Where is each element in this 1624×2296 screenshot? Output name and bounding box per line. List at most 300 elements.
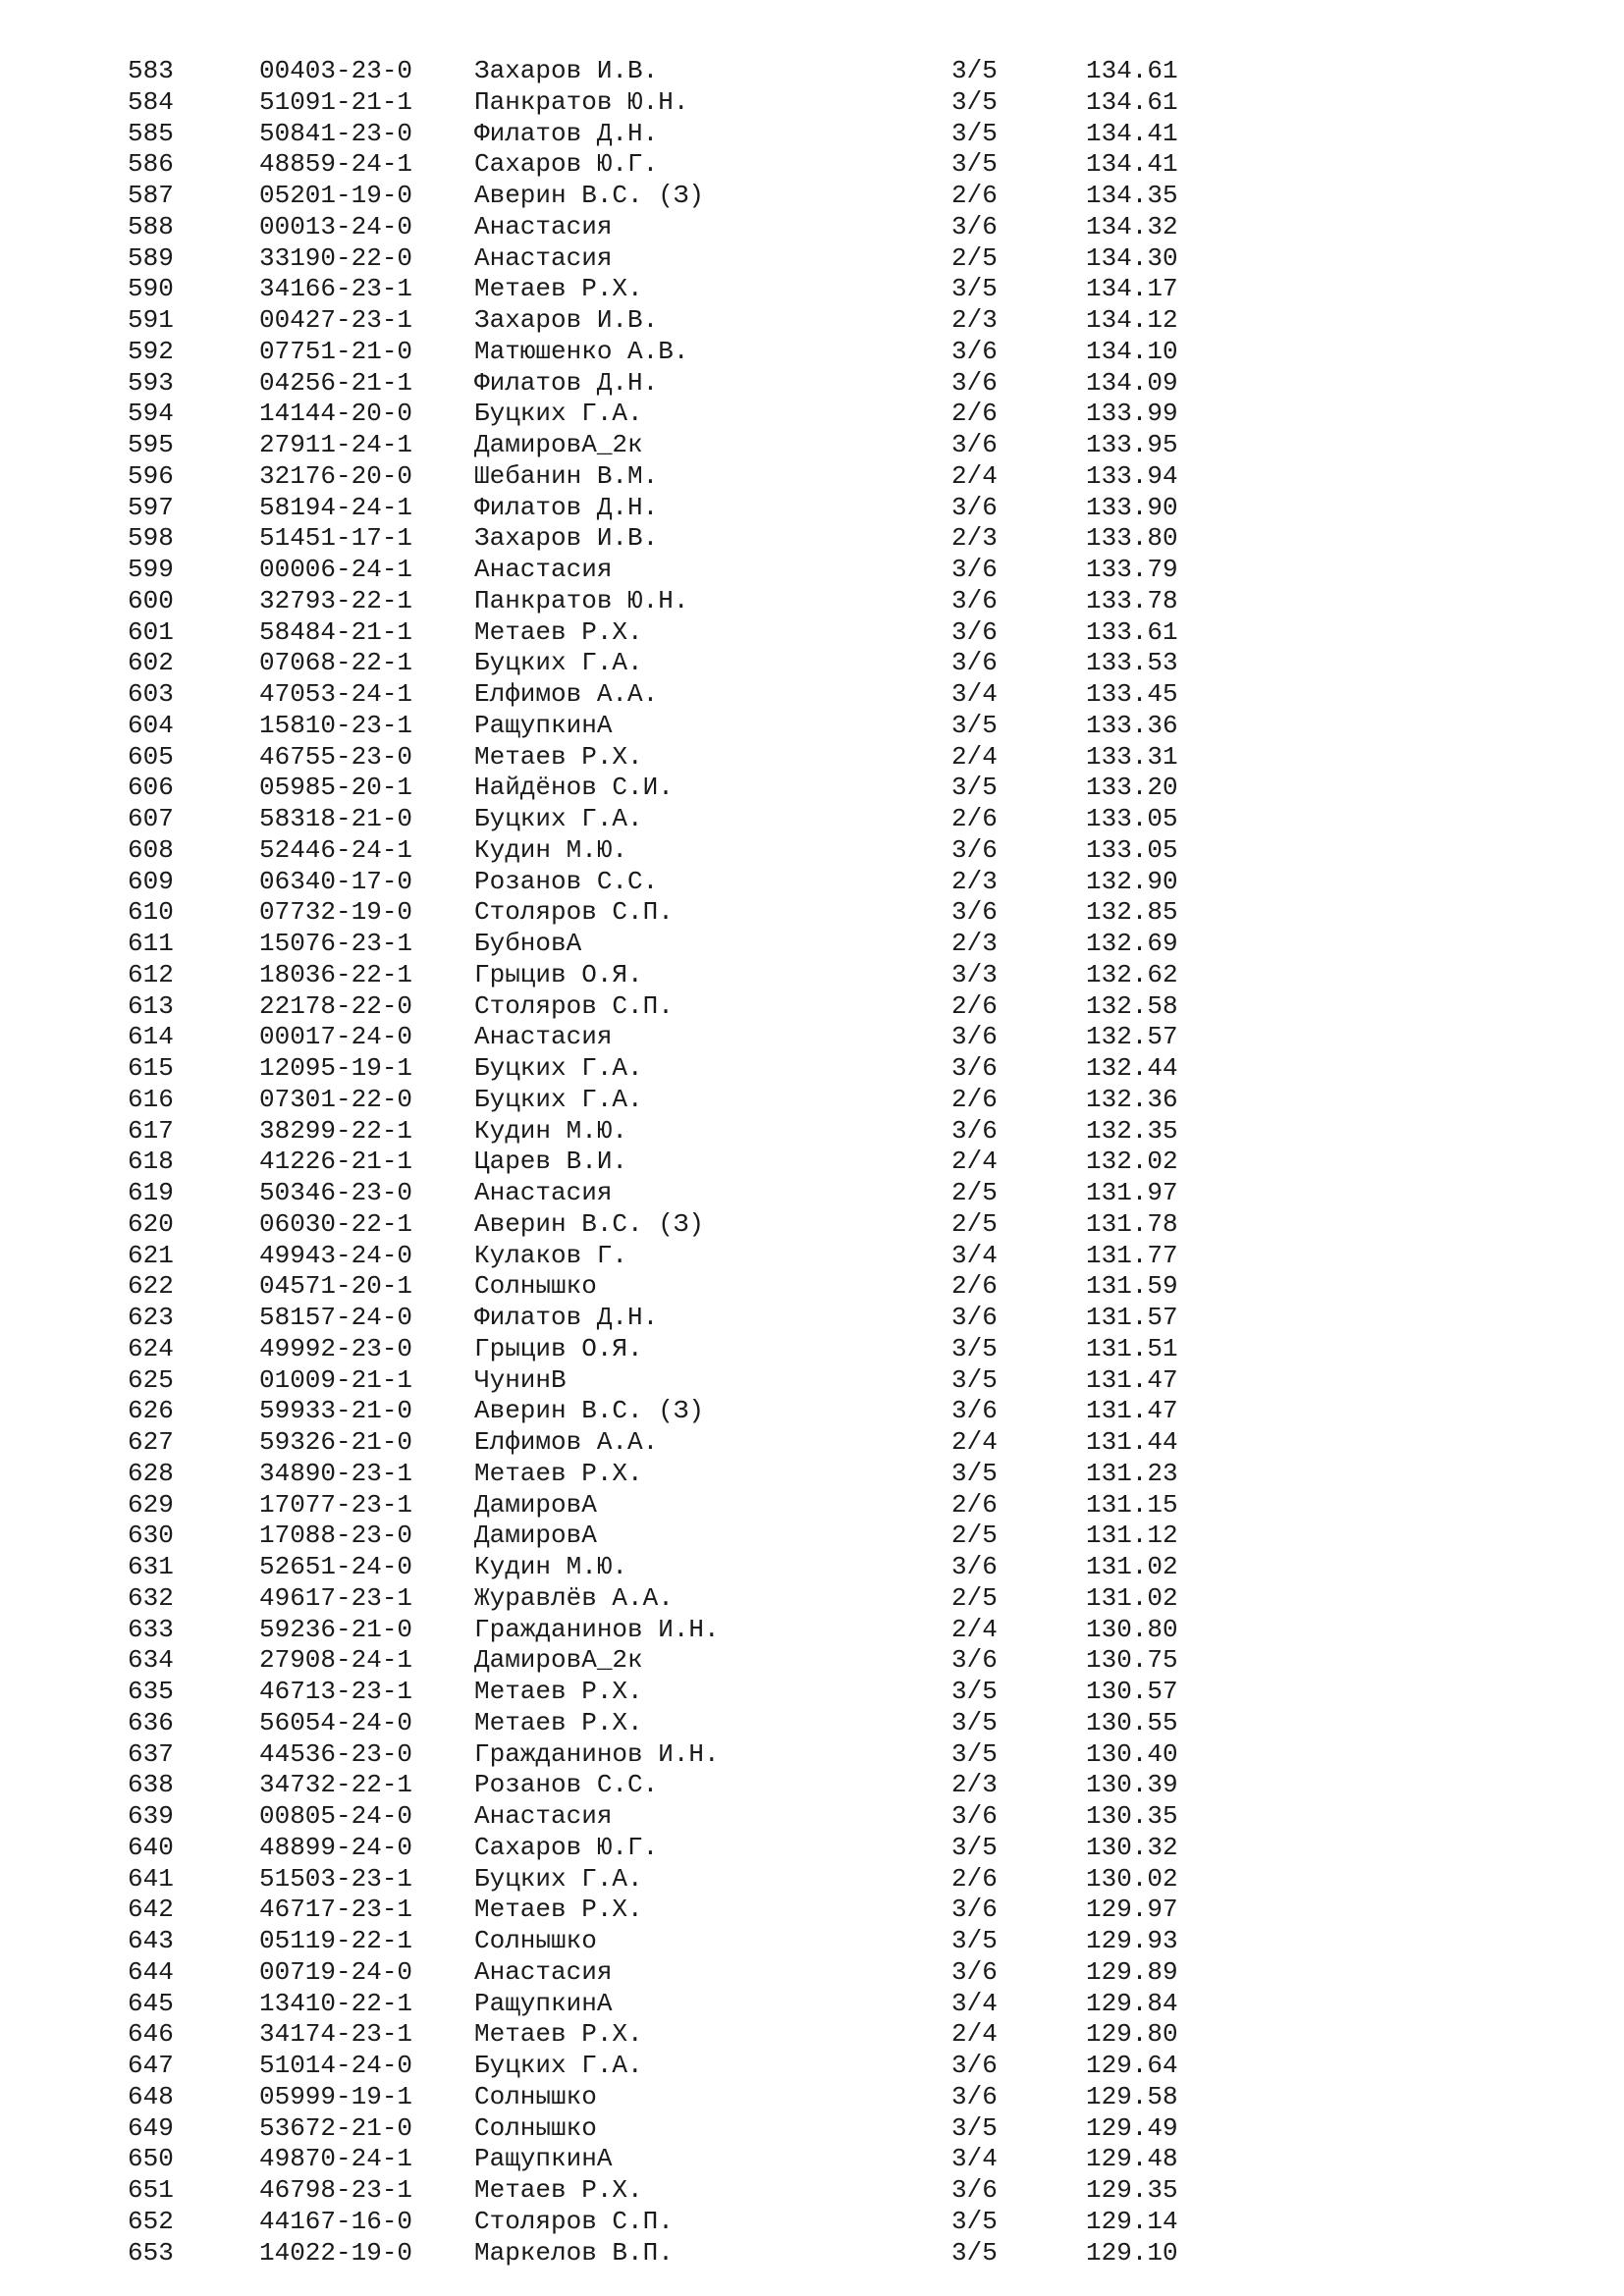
score-value: 132.85 <box>1086 897 1178 928</box>
score-value: 129.89 <box>1086 1956 1178 1987</box>
owner-name: Столяров С.П. <box>474 897 674 928</box>
score-value: 133.36 <box>1086 710 1178 740</box>
rank-number: 611 <box>128 929 174 958</box>
rank-number: 600 <box>128 585 174 615</box>
rank-number: 629 <box>128 1489 174 1520</box>
rank-number: 651 <box>128 2175 174 2205</box>
list-item <box>0 1396 1624 1427</box>
list-item <box>0 1739 1624 1771</box>
rank-number: 591 <box>128 305 174 335</box>
ratio-value: 3/4 <box>951 679 998 709</box>
list-item <box>0 243 1624 275</box>
ratio-value: 3/6 <box>951 430 998 459</box>
list-item <box>0 1147 1624 1178</box>
entry-code: 50841-23-0 <box>259 118 413 148</box>
list-item <box>0 773 1624 804</box>
ratio-value: 2/3 <box>951 523 998 554</box>
owner-name: Кудин М.Ю. <box>474 834 628 865</box>
list-item <box>0 1708 1624 1739</box>
rank-number: 616 <box>128 1084 174 1114</box>
score-value: 130.80 <box>1086 1614 1178 1644</box>
list-item <box>0 1957 1624 1989</box>
rank-number: 597 <box>128 492 174 522</box>
list-item <box>0 960 1624 991</box>
owner-name: Солнышко <box>474 2081 597 2111</box>
owner-name: Захаров И.В. <box>474 305 659 335</box>
list-item <box>0 867 1624 898</box>
score-value: 130.57 <box>1086 1677 1178 1706</box>
entry-code: 34174-23-1 <box>259 2019 413 2050</box>
ratio-value: 2/3 <box>951 305 998 335</box>
owner-name: Аверин В.С. (З) <box>474 1396 705 1426</box>
entry-code: 05985-20-1 <box>259 773 413 803</box>
list-item <box>0 1801 1624 1833</box>
ratio-value: 2/6 <box>951 399 998 429</box>
score-value: 129.80 <box>1086 2019 1178 2050</box>
rank-number: 614 <box>128 1022 174 1052</box>
entry-code: 07732-19-0 <box>259 897 413 928</box>
list-item <box>0 87 1624 119</box>
owner-name: Метаев Р.Х. <box>474 2019 643 2050</box>
owner-name: Найдёнов С.И. <box>474 773 674 803</box>
entry-code: 51014-24-0 <box>259 2051 413 2080</box>
ratio-value: 3/5 <box>951 274 998 304</box>
rank-number: 649 <box>128 2112 174 2143</box>
score-value: 134.41 <box>1086 149 1178 180</box>
owner-name: Столяров С.П. <box>474 990 674 1021</box>
rank-number: 647 <box>128 2051 174 2080</box>
owner-name: Сахаров Ю.Г. <box>474 1832 659 1862</box>
entry-code: 34890-23-1 <box>259 1458 413 1488</box>
owner-name: Грыцив О.Я. <box>474 1333 643 1363</box>
entry-code: 47053-24-1 <box>259 679 413 709</box>
entry-code: 00013-24-0 <box>259 211 413 241</box>
rank-number: 635 <box>128 1677 174 1706</box>
owner-name: Солнышко <box>474 1926 597 1955</box>
owner-name: Буцких Г.А. <box>474 804 643 833</box>
list-item <box>0 1833 1624 1864</box>
rank-number: 609 <box>128 866 174 896</box>
ratio-value: 2/6 <box>951 1271 998 1302</box>
owner-name: Анастасия <box>474 1956 613 1987</box>
score-value: 133.79 <box>1086 555 1178 584</box>
ratio-value: 3/5 <box>951 2112 998 2143</box>
entry-code: 04571-20-1 <box>259 1271 413 1302</box>
entry-code: 52651-24-0 <box>259 1552 413 1581</box>
score-value: 131.57 <box>1086 1303 1178 1332</box>
entry-code: 46798-23-1 <box>259 2175 413 2205</box>
ratio-value: 3/6 <box>951 1895 998 1925</box>
rank-number: 594 <box>128 399 174 429</box>
list-item <box>0 1926 1624 1957</box>
ratio-value: 2/3 <box>951 1770 998 1800</box>
score-value: 134.32 <box>1086 211 1178 241</box>
entry-code: 07751-21-0 <box>259 336 413 366</box>
ratio-value: 2/4 <box>951 741 998 772</box>
ratio-value: 2/6 <box>951 1489 998 1520</box>
rank-number: 621 <box>128 1240 174 1270</box>
list-item <box>0 1459 1624 1490</box>
ratio-value: 3/5 <box>951 1458 998 1488</box>
ranking-list <box>0 56 1624 2269</box>
rank-number: 641 <box>128 1863 174 1894</box>
list-item <box>0 2175 1624 2207</box>
entry-code: 48899-24-0 <box>259 1832 413 1862</box>
entry-code: 14144-20-0 <box>259 399 413 429</box>
ratio-value: 3/6 <box>951 211 998 241</box>
rank-number: 589 <box>128 242 174 273</box>
score-value: 132.35 <box>1086 1115 1178 1146</box>
entry-code: 01009-21-1 <box>259 1364 413 1395</box>
ratio-value: 3/5 <box>951 2206 998 2236</box>
list-item <box>0 337 1624 368</box>
score-value: 132.02 <box>1086 1147 1178 1177</box>
ratio-value: 2/4 <box>951 1427 998 1457</box>
ratio-value: 3/6 <box>951 555 998 584</box>
entry-code: 52446-24-1 <box>259 834 413 865</box>
rank-number: 642 <box>128 1895 174 1925</box>
ratio-value: 2/6 <box>951 990 998 1021</box>
score-value: 132.36 <box>1086 1084 1178 1114</box>
owner-name: Кулаков Г. <box>474 1240 628 1270</box>
score-value: 131.47 <box>1086 1364 1178 1395</box>
rank-number: 623 <box>128 1303 174 1332</box>
score-value: 134.12 <box>1086 305 1178 335</box>
ratio-value: 3/6 <box>951 336 998 366</box>
ratio-value: 3/5 <box>951 1364 998 1395</box>
rank-number: 588 <box>128 211 174 241</box>
score-value: 134.17 <box>1086 274 1178 304</box>
list-item <box>0 1427 1624 1459</box>
list-item <box>0 274 1624 305</box>
owner-name: Филатов Д.Н. <box>474 367 659 398</box>
score-value: 130.75 <box>1086 1645 1178 1676</box>
entry-code: 59236-21-0 <box>259 1614 413 1644</box>
ratio-value: 3/6 <box>951 1801 998 1831</box>
entry-code: 59326-21-0 <box>259 1427 413 1457</box>
owner-name: Кудин М.Ю. <box>474 1115 628 1146</box>
list-item <box>0 2051 1624 2082</box>
owner-name: Буцких Г.А. <box>474 648 643 678</box>
list-item <box>0 1490 1624 1522</box>
score-value: 132.69 <box>1086 929 1178 958</box>
owner-name: Метаев Р.Х. <box>474 274 643 304</box>
ratio-value: 3/6 <box>951 1053 998 1083</box>
owner-name: Филатов Д.Н. <box>474 1303 659 1332</box>
score-value: 129.58 <box>1086 2081 1178 2111</box>
owner-name: Анастасия <box>474 555 613 584</box>
rank-number: 636 <box>128 1707 174 1737</box>
list-item <box>0 119 1624 150</box>
rank-number: 622 <box>128 1271 174 1302</box>
entry-code: 00719-24-0 <box>259 1956 413 1987</box>
owner-name: Захаров И.В. <box>474 523 659 554</box>
score-value: 133.45 <box>1086 679 1178 709</box>
owner-name: Грыцив О.Я. <box>474 959 643 989</box>
score-value: 131.47 <box>1086 1396 1178 1426</box>
list-item <box>0 305 1624 337</box>
list-item <box>0 617 1624 649</box>
ratio-value: 3/6 <box>951 492 998 522</box>
score-value: 131.97 <box>1086 1178 1178 1207</box>
entry-code: 58318-21-0 <box>259 804 413 833</box>
ratio-value: 3/6 <box>951 585 998 615</box>
owner-name: ДамировА <box>474 1489 597 1520</box>
list-item <box>0 461 1624 493</box>
list-item <box>0 835 1624 867</box>
list-item <box>0 1895 1624 1926</box>
score-value: 130.35 <box>1086 1801 1178 1831</box>
ratio-value: 3/6 <box>951 367 998 398</box>
entry-code: 51091-21-1 <box>259 86 413 117</box>
list-item <box>0 149 1624 181</box>
ratio-value: 2/4 <box>951 2019 998 2050</box>
owner-name: ДамировА_2к <box>474 430 643 459</box>
entry-code: 58194-24-1 <box>259 492 413 522</box>
list-item <box>0 2207 1624 2238</box>
list-item <box>0 711 1624 742</box>
list-item <box>0 1864 1624 1896</box>
entry-code: 50346-23-0 <box>259 1178 413 1207</box>
owner-name: Матюшенко А.В. <box>474 336 689 366</box>
score-value: 134.61 <box>1086 86 1178 117</box>
owner-name: Буцких Г.А. <box>474 399 643 429</box>
list-item <box>0 648 1624 679</box>
score-value: 134.30 <box>1086 242 1178 273</box>
list-item <box>0 1770 1624 1801</box>
entry-code: 38299-22-1 <box>259 1115 413 1146</box>
rank-number: 631 <box>128 1552 174 1581</box>
score-value: 134.41 <box>1086 118 1178 148</box>
rank-number: 638 <box>128 1770 174 1800</box>
owner-name: Кудин М.Ю. <box>474 1552 628 1581</box>
rank-number: 593 <box>128 367 174 398</box>
owner-name: Захаров И.В. <box>474 56 659 85</box>
entry-code: 32793-22-1 <box>259 585 413 615</box>
ratio-value: 2/3 <box>951 866 998 896</box>
rank-number: 599 <box>128 555 174 584</box>
score-value: 133.05 <box>1086 834 1178 865</box>
ratio-value: 3/5 <box>951 118 998 148</box>
score-value: 131.02 <box>1086 1552 1178 1581</box>
score-value: 129.49 <box>1086 2112 1178 2143</box>
owner-name: Буцких Г.А. <box>474 2051 643 2080</box>
score-value: 133.80 <box>1086 523 1178 554</box>
rank-number: 646 <box>128 2019 174 2050</box>
rank-number: 601 <box>128 616 174 647</box>
ratio-value: 3/5 <box>951 1333 998 1363</box>
score-value: 132.44 <box>1086 1053 1178 1083</box>
ratio-value: 3/6 <box>951 2081 998 2111</box>
owner-name: Аверин В.С. (З) <box>474 1208 705 1239</box>
entry-code: 58484-21-1 <box>259 616 413 647</box>
list-item <box>0 2144 1624 2175</box>
owner-name: Метаев Р.Х. <box>474 616 643 647</box>
rank-number: 608 <box>128 834 174 865</box>
ratio-value: 3/3 <box>951 959 998 989</box>
score-value: 133.94 <box>1086 460 1178 491</box>
score-value: 131.15 <box>1086 1489 1178 1520</box>
owner-name: Панкратов Ю.Н. <box>474 86 689 117</box>
rank-number: 633 <box>128 1614 174 1644</box>
entry-code: 44167-16-0 <box>259 2206 413 2236</box>
ratio-value: 3/6 <box>951 2175 998 2205</box>
score-value: 132.62 <box>1086 959 1178 989</box>
rank-number: 645 <box>128 1988 174 2018</box>
score-value: 134.61 <box>1086 56 1178 85</box>
rank-number: 634 <box>128 1645 174 1676</box>
ratio-value: 3/6 <box>951 1645 998 1676</box>
owner-name: РащупкинА <box>474 710 613 740</box>
ratio-value: 3/5 <box>951 1926 998 1955</box>
rank-number: 590 <box>128 274 174 304</box>
entry-code: 32176-20-0 <box>259 460 413 491</box>
rank-number: 652 <box>128 2206 174 2236</box>
list-item <box>0 2082 1624 2113</box>
score-value: 129.97 <box>1086 1895 1178 1925</box>
owner-name: ДамировА_2к <box>474 1645 643 1676</box>
owner-name: Метаев Р.Х. <box>474 1895 643 1925</box>
list-item <box>0 929 1624 960</box>
list-item <box>0 2019 1624 2051</box>
list-item <box>0 1209 1624 1241</box>
ratio-value: 2/6 <box>951 1084 998 1114</box>
rank-number: 619 <box>128 1178 174 1207</box>
rank-number: 605 <box>128 741 174 772</box>
rank-number: 628 <box>128 1458 174 1488</box>
ratio-value: 2/4 <box>951 460 998 491</box>
list-item <box>0 1677 1624 1708</box>
score-value: 133.95 <box>1086 430 1178 459</box>
entry-code: 51503-23-1 <box>259 1863 413 1894</box>
rank-number: 583 <box>128 56 174 85</box>
score-value: 131.59 <box>1086 1271 1178 1302</box>
ratio-value: 3/5 <box>951 2237 998 2268</box>
list-item <box>0 1022 1624 1053</box>
entry-code: 04256-21-1 <box>259 367 413 398</box>
score-value: 133.90 <box>1086 492 1178 522</box>
score-value: 133.20 <box>1086 773 1178 803</box>
entry-code: 15810-23-1 <box>259 710 413 740</box>
ratio-value: 2/5 <box>951 242 998 273</box>
list-item <box>0 1085 1624 1116</box>
rank-number: 604 <box>128 710 174 740</box>
ratio-value: 3/5 <box>951 1707 998 1737</box>
score-value: 129.14 <box>1086 2206 1178 2236</box>
owner-name: ДамировА <box>474 1521 597 1551</box>
entry-code: 22178-22-0 <box>259 990 413 1021</box>
score-value: 129.10 <box>1086 2237 1178 2268</box>
ratio-value: 3/5 <box>951 86 998 117</box>
ratio-value: 3/5 <box>951 773 998 803</box>
owner-name: Журавлёв А.А. <box>474 1582 674 1613</box>
score-value: 133.99 <box>1086 399 1178 429</box>
score-value: 134.35 <box>1086 181 1178 210</box>
rank-number: 639 <box>128 1801 174 1831</box>
ratio-value: 2/5 <box>951 1521 998 1551</box>
entry-code: 00403-23-0 <box>259 56 413 85</box>
owner-name: Буцких Г.А. <box>474 1084 643 1114</box>
score-value: 133.61 <box>1086 616 1178 647</box>
score-value: 129.93 <box>1086 1926 1178 1955</box>
list-item <box>0 212 1624 243</box>
entry-code: 00427-23-1 <box>259 305 413 335</box>
score-value: 131.51 <box>1086 1333 1178 1363</box>
rank-number: 640 <box>128 1832 174 1862</box>
list-item <box>0 1552 1624 1583</box>
rank-number: 637 <box>128 1738 174 1769</box>
owner-name: Метаев Р.Х. <box>474 1458 643 1488</box>
entry-code: 53672-21-0 <box>259 2112 413 2143</box>
owner-name: Буцких Г.А. <box>474 1053 643 1083</box>
rank-number: 602 <box>128 648 174 678</box>
rank-number: 612 <box>128 959 174 989</box>
list-item <box>0 1615 1624 1646</box>
entry-code: 48859-24-1 <box>259 149 413 180</box>
entry-code: 41226-21-1 <box>259 1147 413 1177</box>
entry-code: 46717-23-1 <box>259 1895 413 1925</box>
ratio-value: 3/6 <box>951 1396 998 1426</box>
owner-name: РащупкинА <box>474 1988 613 2018</box>
entry-code: 34732-22-1 <box>259 1770 413 1800</box>
entry-code: 00805-24-0 <box>259 1801 413 1831</box>
owner-name: Сахаров Ю.Г. <box>474 149 659 180</box>
ratio-value: 3/5 <box>951 710 998 740</box>
ratio-value: 3/6 <box>951 1552 998 1581</box>
entry-code: 14022-19-0 <box>259 2237 413 2268</box>
entry-code: 49870-24-1 <box>259 2144 413 2174</box>
rank-number: 596 <box>128 460 174 491</box>
list-item <box>0 493 1624 524</box>
score-value: 133.53 <box>1086 648 1178 678</box>
score-value: 129.84 <box>1086 1988 1178 2018</box>
entry-code: 49992-23-0 <box>259 1333 413 1363</box>
list-item <box>0 1178 1624 1209</box>
entry-code: 44536-23-0 <box>259 1738 413 1769</box>
owner-name: Шебанин В.М. <box>474 460 659 491</box>
list-item <box>0 523 1624 555</box>
ratio-value: 2/5 <box>951 1178 998 1207</box>
owner-name: Анастасия <box>474 1178 613 1207</box>
score-value: 130.55 <box>1086 1707 1178 1737</box>
entry-code: 59933-21-0 <box>259 1396 413 1426</box>
score-value: 131.78 <box>1086 1208 1178 1239</box>
entry-code: 46713-23-1 <box>259 1677 413 1706</box>
ratio-value: 3/5 <box>951 1677 998 1706</box>
rank-number: 595 <box>128 430 174 459</box>
entry-code: 46755-23-0 <box>259 741 413 772</box>
score-value: 134.09 <box>1086 367 1178 398</box>
entry-code: 07068-22-1 <box>259 648 413 678</box>
ratio-value: 2/3 <box>951 929 998 958</box>
score-value: 131.23 <box>1086 1458 1178 1488</box>
entry-code: 15076-23-1 <box>259 929 413 958</box>
entry-code: 51451-17-1 <box>259 523 413 554</box>
rank-number: 586 <box>128 149 174 180</box>
owner-name: Гражданинов И.Н. <box>474 1738 720 1769</box>
entry-code: 00017-24-0 <box>259 1022 413 1052</box>
rank-number: 632 <box>128 1582 174 1613</box>
ratio-value: 3/5 <box>951 1738 998 1769</box>
list-item <box>0 1241 1624 1272</box>
score-value: 129.64 <box>1086 2051 1178 2080</box>
list-item <box>0 1989 1624 2020</box>
ratio-value: 2/4 <box>951 1147 998 1177</box>
rank-number: 625 <box>128 1364 174 1395</box>
list-item <box>0 897 1624 929</box>
ratio-value: 3/4 <box>951 2144 998 2174</box>
ratio-value: 2/6 <box>951 804 998 833</box>
